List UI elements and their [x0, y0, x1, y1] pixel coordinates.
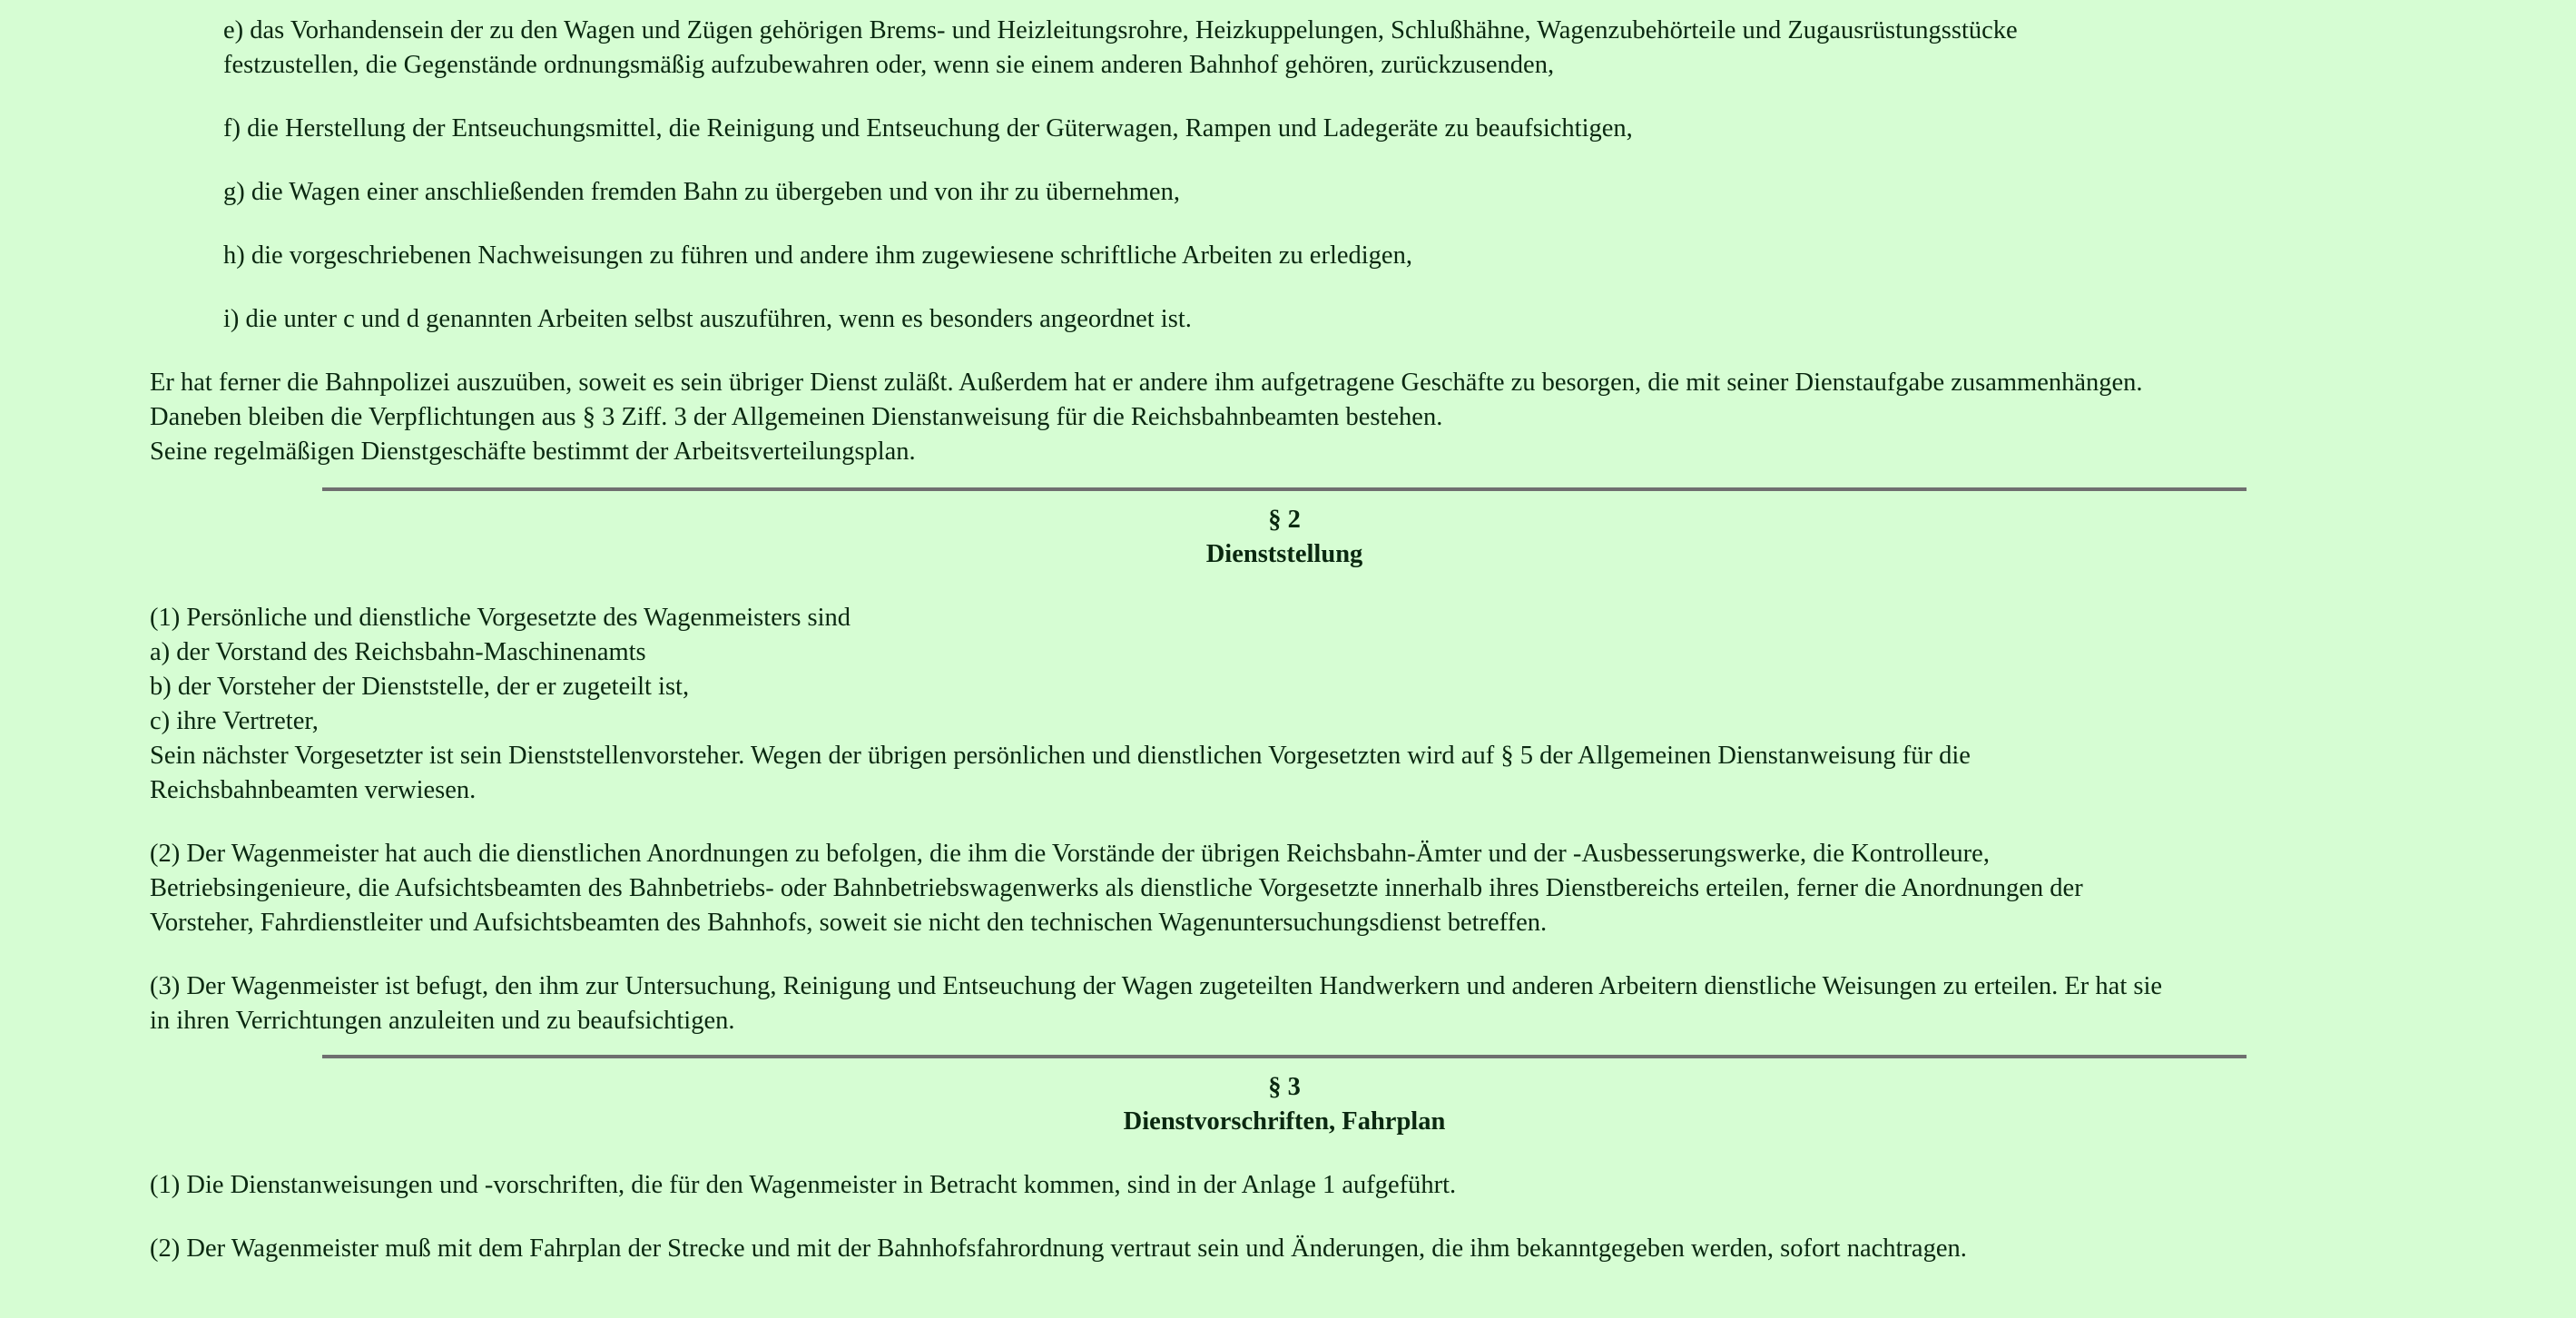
list-item-i [223, 302, 2437, 337]
paragraph-line: Betriebsingenieure, die Aufsichtsbeamten des Bahnbetriebs- oder Bahnbetriebswagenwerks als dienstliche Vorgesetzte innerhalb ihres Dienstbereichs erteilen, ferner die Anordnungen der [150, 874, 2083, 902]
section2-paragraph-2 [150, 837, 2437, 940]
list-item-line: festzustellen, die Gegenstände ordnungsmäßig aufzubewahren oder, wenn sie einem anderen Bahnhof gehören, zurückzusenden, [223, 51, 1555, 79]
paragraph-line: (2) Der Wagenmeister muß mit dem Fahrplan der Strecke und mit der Bahnhofsfahrordnung vertraut sein und Änderungen, die ihm bekanntgegeben werden, sofort nachtragen. [150, 1234, 1967, 1263]
list-item-h [223, 239, 2437, 273]
paragraph-line: Seine regelmäßigen Dienstgeschäfte bestimmt der Arbeitsverteilungsplan. [150, 438, 916, 466]
list-item-line: e) das Vorhandensein der zu den Wagen und Zügen gehörigen Brems- und Heizleitungsrohre, Heizkuppelungen, Schlußhähne, Wagenzubehörteile und Zugausrüstungsstücke [223, 16, 2018, 44]
paragraph-line: Daneben bleiben die Verpflichtungen aus § 3 Ziff. 3 der Allgemeinen Dienstanweisung für die Reichsbahnbeamten bestehen. [150, 403, 1443, 431]
section-divider [322, 487, 2247, 491]
paragraph-line: (1) Die Dienstanweisungen und -vorschriften, die für den Wagenmeister in Betracht kommen, sind in der Anlage 1 aufgeführt. [150, 1171, 1457, 1199]
list-item-f [223, 112, 2437, 146]
paragraph-line: (3) Der Wagenmeister ist befugt, den ihm zur Untersuchung, Reinigung und Entseuchung der Wagen zugeteilten Handwerkern und anderen Arbeitern dienstliche Weisungen zu erteilen. Er hat sie [150, 972, 2163, 1000]
list-item-line: g) die Wagen einer anschließenden fremden Bahn zu übergeben und von ihr zu übernehmen, [223, 178, 1180, 206]
list-item-line: h) die vorgeschriebenen Nachweisungen zu führen und andere ihm zugewiesene schriftliche Arbeiten zu erledigen, [223, 241, 1412, 270]
section-heading-2 [150, 503, 2419, 572]
duty-list [150, 14, 2437, 337]
paragraph-line: (2) Der Wagenmeister hat auch die dienstlichen Anordnungen zu befolgen, die ihm die Vorstände der übrigen Reichsbahn-Ämter und der -Ausbesserungswerke, die Kontrolleure, [150, 840, 1990, 868]
section-number: § 2 [1268, 506, 1301, 534]
paragraph-line: Er hat ferner die Bahnpolizei auszuüben, soweit es sein übriger Dienst zuläßt. Außerdem hat er andere ihm aufgetragene Geschäfte zu besorgen, die mit seiner Dienstaufgabe zusammenhängen. [150, 369, 2143, 397]
paragraph-line: Reichsbahnbeamten verwiesen. [150, 776, 477, 804]
section-heading-3 [150, 1070, 2419, 1139]
section2-paragraph-1 [150, 601, 2437, 808]
section-divider [322, 1055, 2247, 1058]
section-number: § 3 [1268, 1073, 1301, 1101]
list-item-line: i) die unter c und d genannten Arbeiten selbst auszuführen, wenn es besonders angeordnet ist. [223, 305, 1192, 333]
paragraph-line: Sein nächster Vorgesetzter ist sein Dienststellenvorsteher. Wegen der übrigen persönlichen und dienstlichen Vorgesetzten wird auf § 5 der Allgemeinen Dienstanweisung für die [150, 742, 1971, 770]
paragraph-line: (1) Persönliche und dienstliche Vorgesetzte des Wagenmeisters sind [150, 604, 851, 632]
paragraph-line: a) der Vorstand des Reichsbahn-Maschinenamts [150, 638, 646, 666]
list-item-g [223, 175, 2437, 210]
section3-paragraph-2 [150, 1232, 2437, 1266]
section2-paragraph-3 [150, 969, 2437, 1038]
section-title: Dienststellung [1205, 540, 1363, 568]
paragraph-line: b) der Vorsteher der Dienststelle, der er zugeteilt ist, [150, 673, 690, 701]
closing-paragraph [150, 366, 2437, 469]
paragraph-line: Vorsteher, Fahrdienstleiter und Aufsichtsbeamten des Bahnhofs, soweit sie nicht den technischen Wagenuntersuchungsdienst betreffen. [150, 909, 1548, 937]
paragraph-line: in ihren Verrichtungen anzuleiten und zu beaufsichtigen. [150, 1007, 735, 1035]
list-item-line: f) die Herstellung der Entseuchungsmittel, die Reinigung und Entseuchung der Güterwagen, Rampen und Ladegeräte zu beaufsichtigen, [223, 114, 1633, 143]
section-title: Dienstvorschriften, Fahrplan [1123, 1107, 1446, 1136]
list-item-e [223, 14, 2437, 83]
paragraph-line: c) ihre Vertreter, [150, 707, 319, 735]
section3-paragraph-1 [150, 1168, 2437, 1203]
